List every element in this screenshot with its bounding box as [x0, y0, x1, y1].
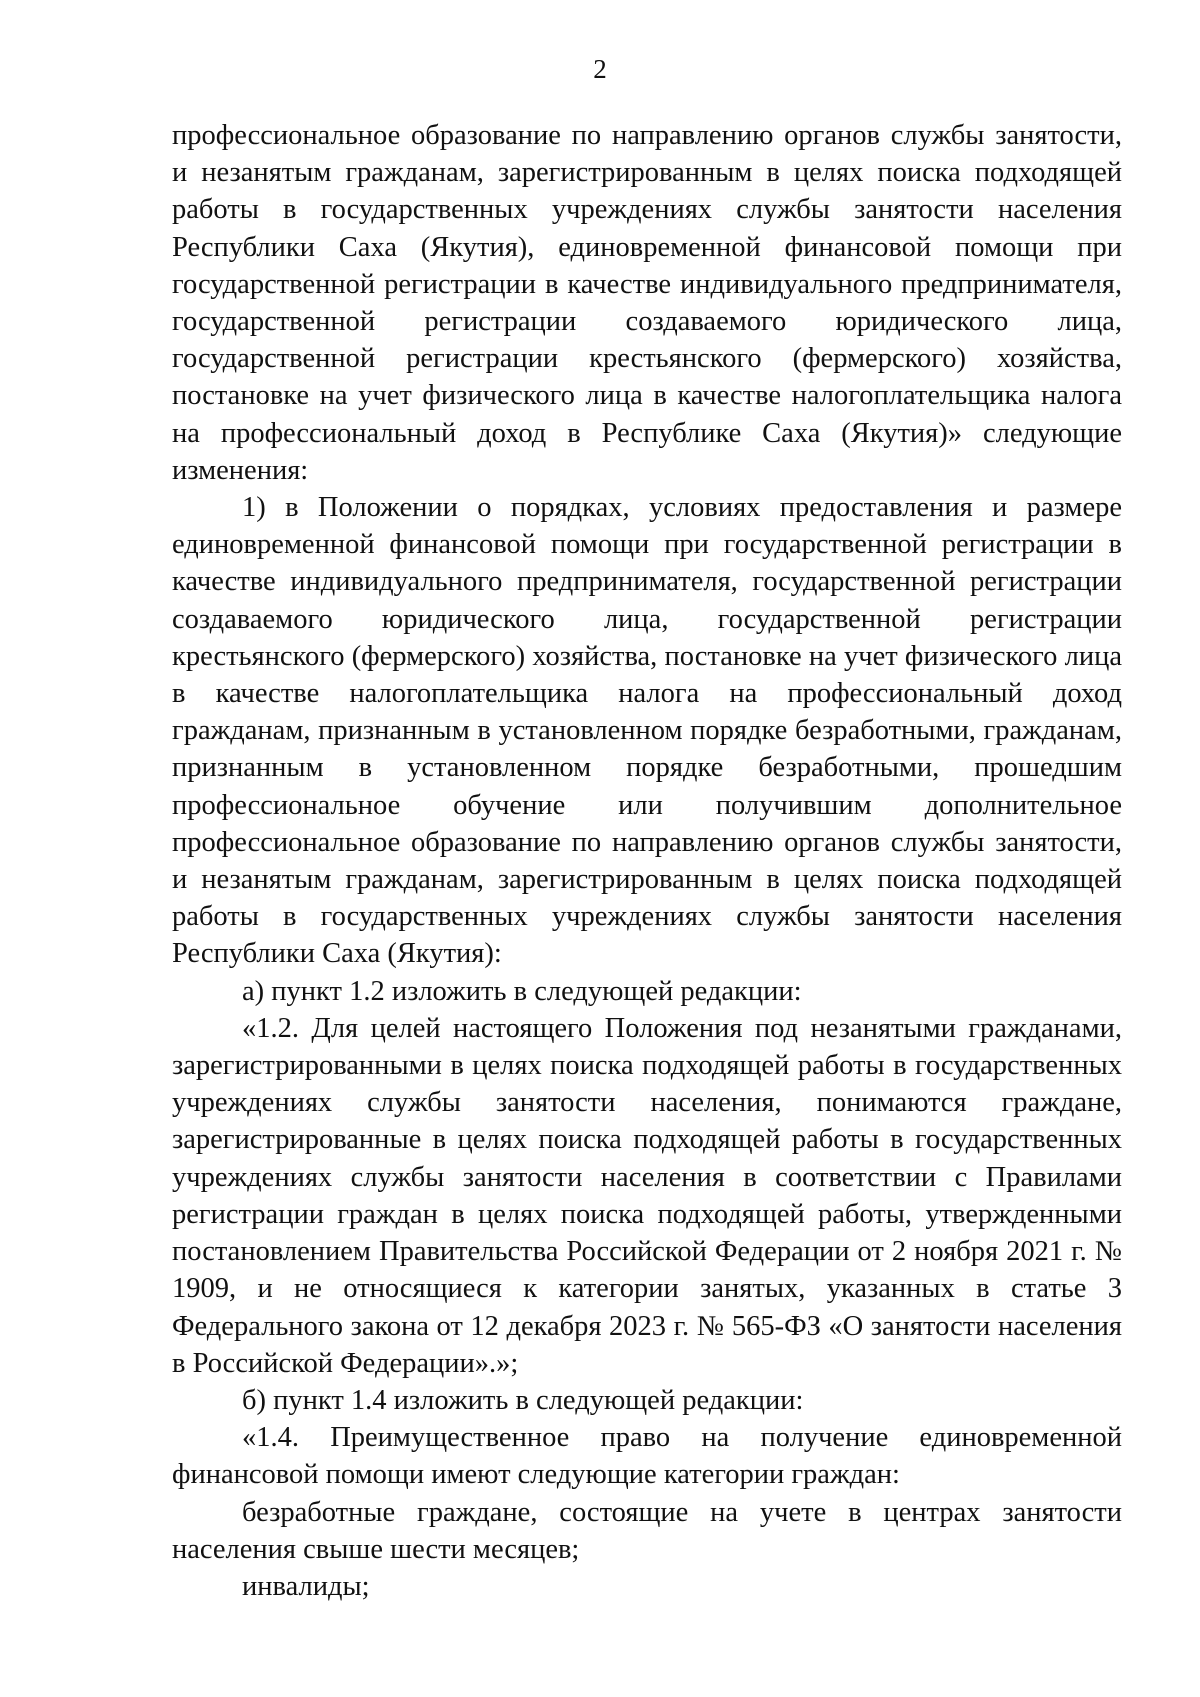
paragraph-clause-1-2: «1.2. Для целей настоящего Положения под незанятыми гражданами, зарегистрированными в целях поиска подходящей работы в государственных учреждениях службы занятости населения, понимаются граждане, зарегистрированные в целях поиска подходящей работы в государственных учреждениях службы занятости населения в соответствии с Правилами регистрации граждан в целях поиска подходящей работы, утвержденными постановлением Правительства Российской Федерации от 2 ноября 2021 г. № 1909, и не относящиеся к категории занятых, указанных в статье 3 Федерального закона от 12 декабря 2023 г. № 565-ФЗ «О занятости населения в Российской Федерации».»;: [172, 1012, 1122, 1379]
paragraph-intro-continuation: профессиональное образование по направлению органов службы занятости, и незанятым гражданам, зарегистрированным в целях поиска подходящей работы в государственных учреждениях службы занятости населения Республики Саха (Якутия), единовременной финансовой помощи при государственной регистрации в качестве индивидуального предпринимателя, государственной регистрации создаваемого юридического лица, государственной регистрации крестьянского (фермерского) хозяйства, постановке на учет физического лица в качестве налогоплательщика налога на профессиональный доход в Республике Саха (Якутия)» следующие изменения:: [172, 120, 1122, 486]
paragraph-category-unemployed: безработные граждане, состоящие на учете в центрах занятости населения свыше шести месяцев;: [172, 1496, 1122, 1565]
paragraph-item-1: 1) в Положении о порядках, условиях предоставления и размере единовременной финансовой помощи при государственной регистрации в качестве индивидуального предпринимателя, государственной регистрации создаваемого юридического лица, государственной регистрации крестьянского (фермерского) хозяйства, постановке на учет физического лица в качестве налогоплательщика налога на профессиональный доход гражданам, признанным в установленном порядке безработными, гражданам, признанным в установленном порядке безработными, прошедшим профессиональное обучение или получившим дополнительное профессиональное образование по направлению органов службы занятости, и незанятым гражданам, зарегистрированным в целях поиска подходящей работы в государственных учреждениях службы занятости населения Республики Саха (Якутия):: [172, 492, 1122, 970]
page-number: 2: [593, 54, 607, 84]
document-body: [172, 117, 1122, 1605]
paragraph-clause-1-4: «1.4. Преимущественное право на получение единовременной финансовой помощи имеют следующие категории граждан:: [172, 1422, 1122, 1491]
paragraph-category-disabled: инвалиды;: [242, 1570, 370, 1602]
paragraph-subitem-b: б) пункт 1.4 изложить в следующей редакции:: [242, 1384, 804, 1416]
paragraph-subitem-a: а) пункт 1.2 изложить в следующей редакции:: [242, 975, 802, 1007]
